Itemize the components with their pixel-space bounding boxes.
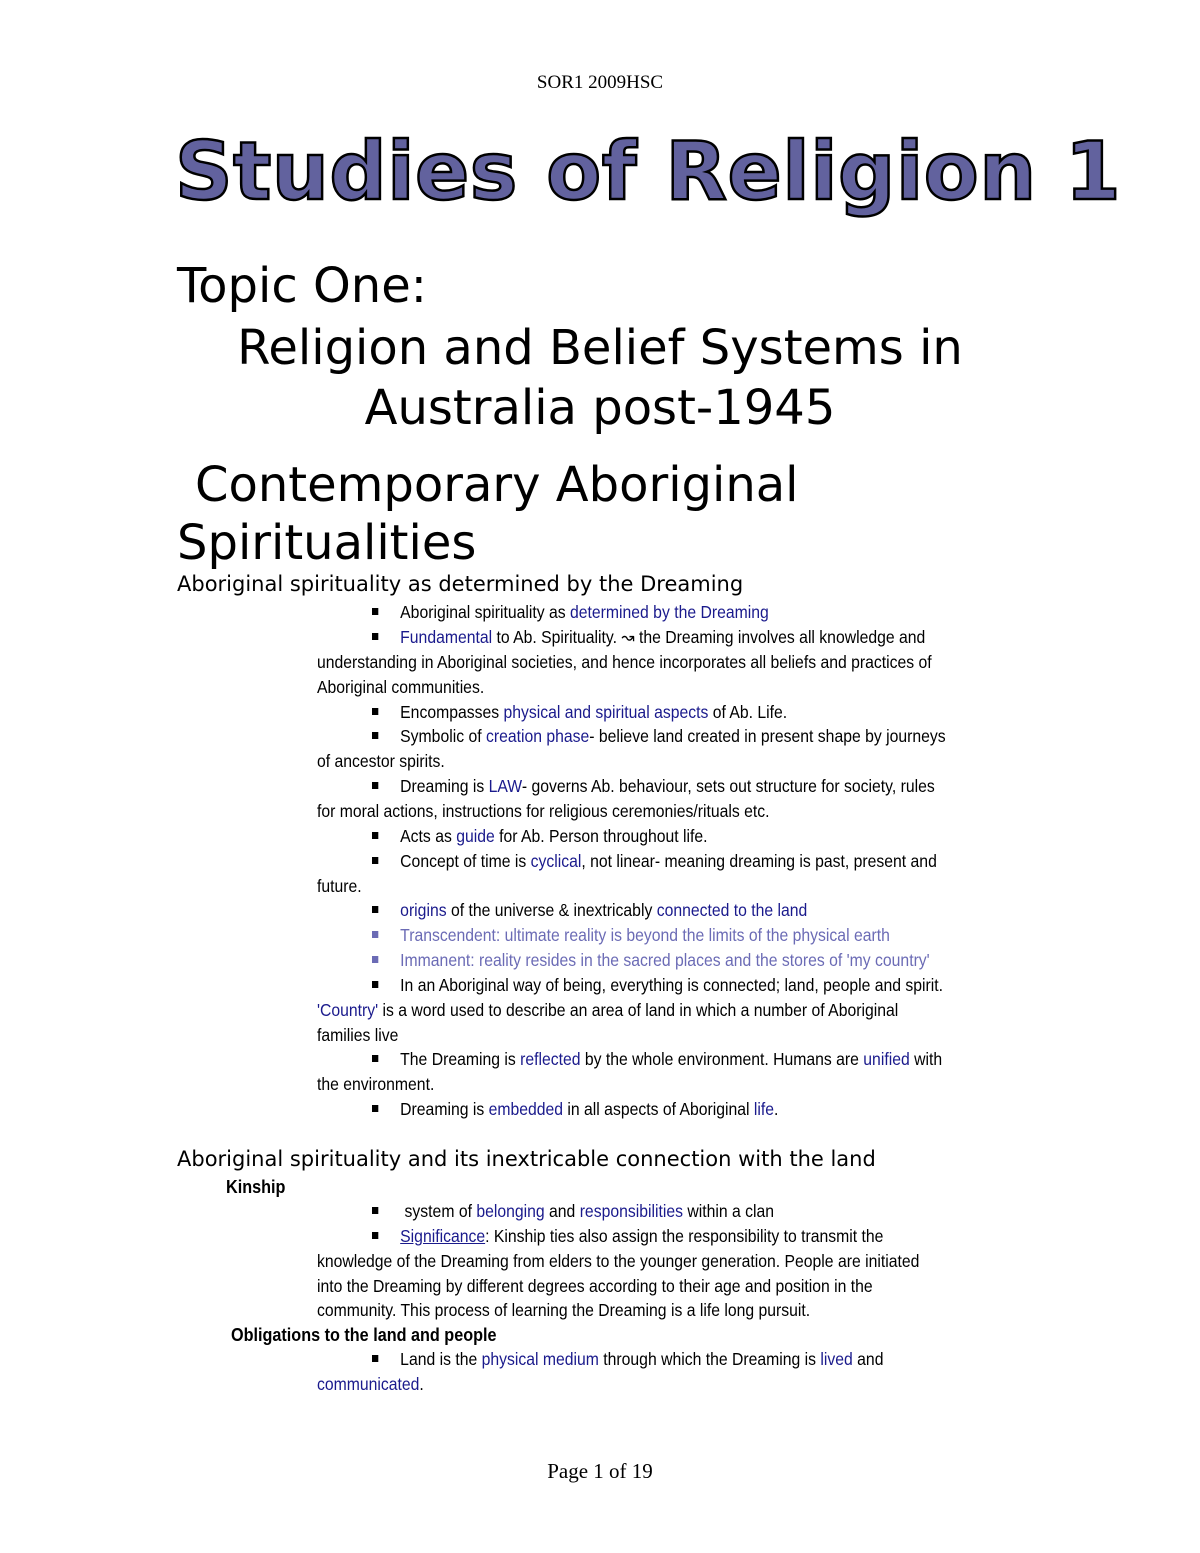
topic-label: Topic One:: [177, 258, 427, 314]
bullet-square-icon: [372, 1355, 378, 1362]
bullet-item: Aboriginal spirituality as determined by the Dreaming: [372, 602, 769, 623]
bullet-square-icon: [372, 1055, 378, 1062]
bullet-square-icon: [372, 1207, 378, 1214]
bullet-item: The Dreaming is reflected by the whole environment. Humans are unified with: [372, 1049, 942, 1070]
subheading-land: Aboriginal spirituality and its inextricable connection with the land: [177, 1147, 876, 1171]
bullet-square-icon: [372, 608, 378, 615]
bullet-continuation: 'Country' is a word used to describe an area of land in which a number of Aboriginal: [317, 1000, 899, 1020]
bullet-item: Significance: Kinship ties also assign the responsibility to transmit the: [372, 1226, 883, 1247]
bullet-continuation: understanding in Aboriginal societies, and hence incorporates all beliefs and practices of: [317, 652, 932, 672]
bullet-item: Fundamental to Ab. Spirituality. ↝ the Dreaming involves all knowledge and: [372, 627, 925, 648]
topic-title: Religion and Belief Systems in Australia post-1945: [237, 320, 963, 436]
bullet-continuation: community. This process of learning the Dreaming is a life long pursuit.: [317, 1300, 811, 1320]
page-footer: Page 1 of 19: [547, 1459, 653, 1483]
obligations-label: Obligations to the land and people: [231, 1325, 497, 1345]
bullet-continuation: the environment.: [317, 1074, 435, 1094]
page-header: SOR1 2009HSC: [536, 72, 664, 93]
bullet-square-icon: [372, 906, 378, 913]
bullet-square-icon: [372, 832, 378, 839]
bullet-square-icon: [372, 633, 378, 640]
bullet-continuation: into the Dreaming by different degrees according to their age and position in the: [317, 1276, 873, 1296]
bullet-item: Symbolic of creation phase- believe land created in present shape by journeys: [372, 726, 946, 747]
section-heading: [177, 457, 799, 571]
bullet-continuation: families live: [317, 1025, 399, 1045]
bullet-item: system of belonging and responsibilities within a clan: [372, 1201, 774, 1222]
bullet-square-icon: [372, 782, 378, 789]
significance-link[interactable]: Significance: [400, 1226, 486, 1246]
bullet-square-icon: [372, 981, 378, 988]
bullet-square-icon: [372, 857, 378, 864]
bullet-square-icon: [372, 1232, 378, 1239]
bullet-item: Dreaming is LAW- governs Ab. behaviour, sets out structure for society, rules: [372, 776, 935, 797]
bullet-item: Immanent: reality resides in the sacred places and the stores of 'my country': [372, 950, 930, 971]
bullet-square-icon: [372, 956, 378, 963]
bullet-continuation: future.: [317, 876, 362, 896]
section-heading-line2: Spiritualities: [177, 515, 477, 571]
bullet-item: Dreaming is embedded in all aspects of Aboriginal life.: [372, 1099, 778, 1120]
bullet-item: Concept of time is cyclical, not linear- meaning dreaming is past, present and: [372, 851, 937, 872]
squiggle-arrow-icon: ↝: [621, 627, 635, 647]
bullet-item: Transcendent: ultimate reality is beyond the limits of the physical earth: [372, 925, 890, 946]
bullet-square-icon: [372, 931, 378, 938]
bullet-continuation: of ancestor spirits.: [317, 751, 445, 771]
bullet-continuation: knowledge of the Dreaming from elders to the younger generation. People are initiated: [317, 1251, 920, 1271]
bullet-continuation: Aboriginal communities.: [317, 677, 485, 697]
bullet-item: Encompasses physical and spiritual aspects of Ab. Life.: [372, 702, 787, 723]
bullet-item: Acts as guide for Ab. Person throughout life.: [372, 826, 708, 847]
subheading-dreaming: Aboriginal spirituality as determined by the Dreaming: [177, 572, 744, 596]
bullet-continuation: for moral actions, instructions for religious ceremonies/rituals etc.: [317, 801, 770, 821]
bullet-continuation: communicated.: [317, 1374, 424, 1394]
bullet-item: Land is the physical medium through which the Dreaming is lived and: [372, 1349, 883, 1370]
bullet-square-icon: [372, 708, 378, 715]
bullet-square-icon: [372, 732, 378, 739]
section-heading-line1: Contemporary Aboriginal: [195, 457, 799, 513]
bullet-item: In an Aboriginal way of being, everything is connected; land, people and spirit.: [372, 975, 943, 996]
bullet-item: origins of the universe & inextricably connected to the land: [372, 900, 807, 921]
kinship-label: Kinship: [226, 1177, 286, 1197]
bullet-square-icon: [372, 1105, 378, 1112]
document-title: Studies of Religion 1: [175, 125, 1122, 218]
